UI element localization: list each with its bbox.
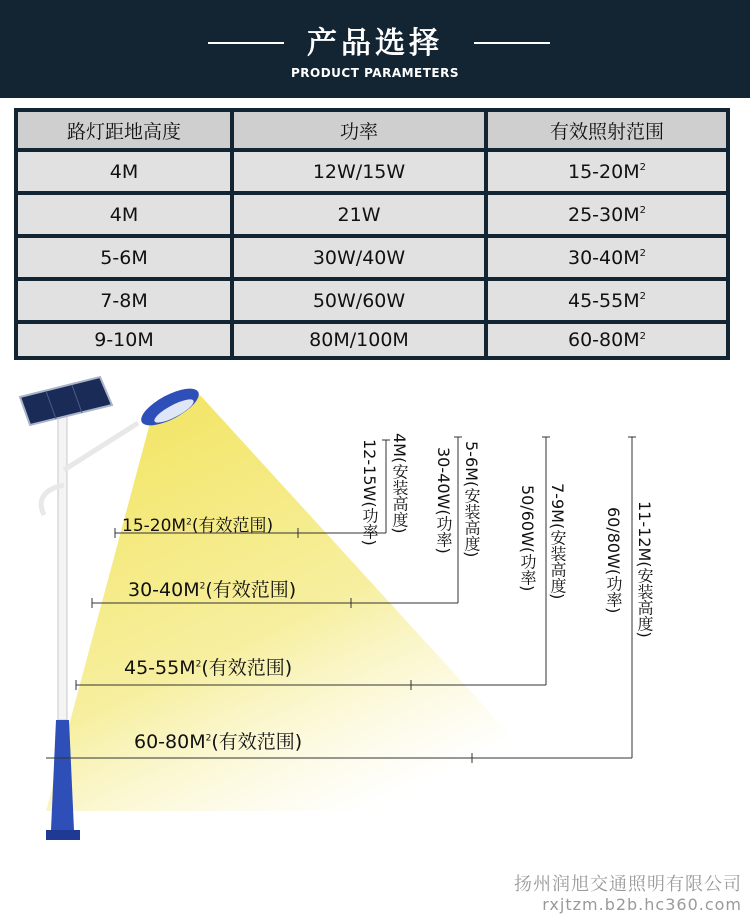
range-value: 25-30M — [568, 203, 640, 226]
table-cell-power: 21W — [234, 195, 484, 234]
table-cell-power: 80M/100M — [234, 324, 484, 356]
range-sup: 2 — [199, 581, 206, 592]
range-suffix: (有效范围) — [205, 579, 297, 601]
parameter-table — [14, 108, 730, 360]
table-cell-range — [488, 238, 726, 277]
range-unit-sup: 2 — [639, 248, 646, 259]
table-cell-power: 30W/40W — [234, 238, 484, 277]
table-header-range: 有效照射范围 — [488, 112, 726, 148]
pole-arm — [64, 423, 138, 470]
table-cell-height: 5-6M — [18, 238, 230, 277]
table-cell-range — [488, 281, 726, 320]
page-subtitle: PRODUCT PARAMETERS — [290, 66, 460, 80]
range-label-2 — [128, 575, 296, 602]
range-value: 30-40M — [568, 246, 640, 269]
table-cell-range — [488, 324, 726, 356]
install-power-1: 12-15W(功率) — [360, 439, 379, 546]
range-sup: 2 — [195, 659, 202, 670]
range-suffix: (有效范围) — [211, 731, 303, 753]
page-title: 产品选择 — [307, 26, 443, 61]
range-label-1 — [122, 511, 273, 536]
table-cell-height: 9-10M — [18, 324, 230, 356]
range-value: 15-20M — [568, 160, 640, 183]
company-name: 扬州润旭交通照明有限公司 — [514, 874, 742, 895]
range-label-4 — [134, 727, 302, 754]
range-suffix: (有效范围) — [201, 657, 293, 679]
install-power-2: 30-40W(功率) — [434, 447, 453, 554]
table-cell-height: 4M — [18, 152, 230, 191]
table-cell-range — [488, 152, 726, 191]
range-unit-sup: 2 — [639, 330, 646, 342]
range-value: 45-55M — [124, 657, 196, 679]
table-cell-power: 12W/15W — [234, 152, 484, 191]
pole-upper — [58, 410, 67, 720]
install-power-4: 60/80W(功率) — [604, 507, 623, 614]
header-banner — [0, 0, 750, 98]
range-value: 30-40M — [128, 579, 200, 601]
install-power-3: 50/60W(功率) — [518, 485, 537, 592]
company-url: rxjtzm.b2b.hc360.com — [542, 895, 742, 914]
street-light-diagram — [0, 365, 750, 916]
range-suffix: (有效范围) — [191, 516, 274, 536]
pole-foot — [46, 830, 80, 840]
table-cell-height: 4M — [18, 195, 230, 234]
install-height-2: 5-6M(安装高度) — [462, 441, 481, 558]
range-value: 60-80M — [568, 329, 640, 351]
range-sup: 2 — [186, 517, 192, 528]
range-sup: 2 — [205, 733, 212, 744]
install-height-4: 11-12M(安装高度) — [635, 501, 654, 638]
install-height-1: 4M(安装高度) — [390, 433, 409, 534]
range-value: 15-20M — [122, 516, 187, 536]
range-value: 45-55M — [568, 289, 640, 312]
range-unit-sup: 2 — [639, 291, 646, 302]
table-header-height: 路灯距地高度 — [18, 112, 230, 148]
table-cell-range — [488, 195, 726, 234]
range-value: 60-80M — [134, 731, 206, 753]
range-label-3 — [124, 653, 292, 680]
table-header-power: 功率 — [234, 112, 484, 148]
range-unit-sup: 2 — [639, 205, 646, 216]
table-cell-height: 7-8M — [18, 281, 230, 320]
install-height-3: 7-9M(安装高度) — [548, 483, 567, 600]
range-unit-sup: 2 — [639, 162, 646, 173]
table-cell-power: 50W/60W — [234, 281, 484, 320]
title-right-line — [474, 42, 550, 44]
